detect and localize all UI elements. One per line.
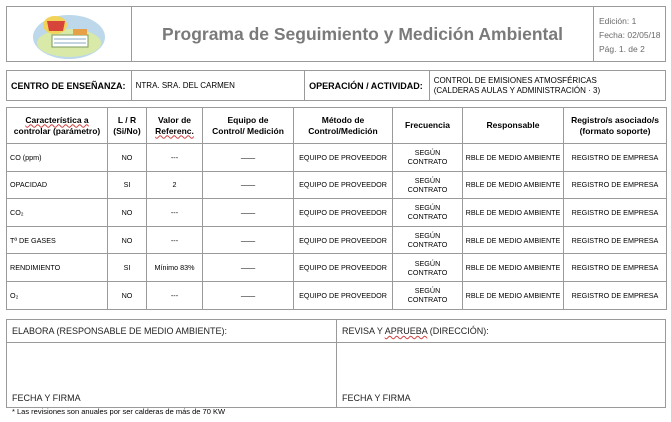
- operation-label: OPERACIÓN / ACTIVIDAD:: [305, 71, 430, 100]
- cell-lr: NO: [108, 281, 147, 309]
- cell-lr: NO: [108, 144, 147, 172]
- cell-method: EQUIPO DE PROVEEDOR: [294, 281, 393, 309]
- table-row: [7, 226, 667, 254]
- cell-frequency-line2: CONTRATO: [407, 184, 448, 194]
- header-records: [564, 108, 667, 144]
- cell-equipment: ——: [203, 226, 294, 254]
- signature-block: [6, 319, 666, 408]
- header-reference-line2: Referenc.: [155, 125, 194, 136]
- cell-reference: Mínimo 83%: [147, 254, 203, 282]
- cell-lr: NO: [108, 226, 147, 254]
- cell-frequency-line1: SEGÚN: [414, 231, 441, 241]
- cell-frequency: [393, 144, 463, 172]
- cell-equipment: ——: [203, 199, 294, 227]
- cell-parameter: OPACIDAD: [7, 171, 108, 199]
- header-frequency: Frecuencia: [393, 108, 463, 144]
- revisa-label-part2: APRUEBA: [384, 326, 428, 336]
- operation-value: [430, 71, 665, 100]
- table-row: [7, 199, 667, 227]
- cell-responsible: RBLE DE MEDIO AMBIENTE: [463, 281, 564, 309]
- cell-records: REGISTRO DE EMPRESA: [564, 254, 667, 282]
- header-equipment: [203, 108, 294, 144]
- cell-reference: 2: [147, 171, 203, 199]
- footnote: * Las revisiones son anuales por ser calderas de más de 70 KW: [12, 407, 226, 416]
- cell-parameter: CO₂: [7, 199, 108, 227]
- table-row: [7, 254, 667, 282]
- cell-method: EQUIPO DE PROVEEDOR: [294, 144, 393, 172]
- cell-frequency-line1: SEGÚN: [414, 148, 441, 158]
- page-label: Pág. 1. de 2: [599, 44, 645, 54]
- date-label: Fecha: 02/05/18: [599, 30, 661, 40]
- cell-frequency-line1: SEGÚN: [414, 175, 441, 185]
- cell-equipment: ——: [203, 144, 294, 172]
- signature-divider-vertical: [336, 320, 337, 407]
- operation-value-line2: (CALDERAS AULAS Y ADMINISTRACIÓN · 3): [433, 85, 601, 95]
- header-parameter-line1: Característica a: [25, 114, 89, 125]
- cell-responsible: RBLE DE MEDIO AMBIENTE: [463, 144, 564, 172]
- document-header: [6, 6, 666, 62]
- operation-value-line1: CONTROL DE EMISIONES ATMOSFÉRICAS: [433, 75, 597, 85]
- table-row: [7, 171, 667, 199]
- cell-records: REGISTRO DE EMPRESA: [564, 144, 667, 172]
- cell-frequency-line1: SEGÚN: [414, 286, 441, 296]
- header-equipment-line2: Control/ Medición: [212, 125, 284, 136]
- center-info-row: [6, 70, 666, 101]
- cell-frequency-line1: SEGÚN: [414, 258, 441, 268]
- cell-frequency: [393, 254, 463, 282]
- cell-reference: ---: [147, 199, 203, 227]
- header-responsible: Responsable: [463, 108, 564, 144]
- cell-frequency-line2: CONTRATO: [407, 240, 448, 250]
- cell-method: EQUIPO DE PROVEEDOR: [294, 254, 393, 282]
- cell-frequency-line2: CONTRATO: [407, 267, 448, 277]
- revisa-label-part1: REVISA Y: [342, 326, 385, 336]
- school-logo-icon: [7, 7, 131, 62]
- cell-frequency-line2: CONTRATO: [407, 212, 448, 222]
- cell-reference: ---: [147, 144, 203, 172]
- cell-records: REGISTRO DE EMPRESA: [564, 226, 667, 254]
- header-method-line2: Control/Medición: [308, 125, 378, 136]
- cell-lr: SI: [108, 171, 147, 199]
- edition-label: Edición: 1: [599, 16, 637, 26]
- cell-parameter: RENDIMIENTO: [7, 254, 108, 282]
- fecha-firma-left: FECHA Y FIRMA: [12, 393, 81, 403]
- revisa-label-part3: (DIRECCIÓN):: [427, 326, 489, 336]
- cell-frequency: [393, 199, 463, 227]
- elabora-label: ELABORA (RESPONSABLE DE MEDIO AMBIENTE):: [12, 326, 228, 336]
- fecha-firma-right: FECHA Y FIRMA: [342, 393, 411, 403]
- header-parameter: [7, 108, 108, 144]
- cell-lr: SI: [108, 254, 147, 282]
- center-label: CENTRO DE ENSEÑANZA:: [7, 71, 132, 100]
- cell-equipment: ——: [203, 281, 294, 309]
- header-records-line1: Registro/s asociado/s: [571, 114, 659, 125]
- document-title: Programa de Seguimiento y Medición Ambiental: [132, 7, 594, 61]
- cell-frequency-line2: CONTRATO: [407, 157, 448, 167]
- table-row: [7, 144, 667, 172]
- header-lr-line2: (Si/No): [113, 125, 141, 136]
- cell-method: EQUIPO DE PROVEEDOR: [294, 171, 393, 199]
- center-value: NTRA. SRA. DEL CARMEN: [132, 71, 305, 100]
- header-reference-line1: Valor de: [157, 114, 192, 125]
- logo-cell: [7, 7, 132, 61]
- cell-parameter: O₂: [7, 281, 108, 309]
- cell-responsible: RBLE DE MEDIO AMBIENTE: [463, 254, 564, 282]
- cell-records: REGISTRO DE EMPRESA: [564, 199, 667, 227]
- header-lr: [108, 108, 147, 144]
- header-lr-line1: L / R: [117, 114, 137, 125]
- cell-frequency: [393, 281, 463, 309]
- cell-records: REGISTRO DE EMPRESA: [564, 171, 667, 199]
- cell-reference: ---: [147, 281, 203, 309]
- header-reference: [147, 108, 203, 144]
- cell-frequency: [393, 171, 463, 199]
- header-parameter-line2: controlar (parámetro): [13, 125, 101, 136]
- cell-equipment: ——: [203, 171, 294, 199]
- cell-parameter: Tª DE GASES: [7, 226, 108, 254]
- document-meta: [594, 7, 667, 61]
- monitoring-table: [6, 107, 667, 310]
- table-header-row: [7, 108, 667, 144]
- cell-frequency-line1: SEGÚN: [414, 203, 441, 213]
- cell-records: REGISTRO DE EMPRESA: [564, 281, 667, 309]
- cell-method: EQUIPO DE PROVEEDOR: [294, 199, 393, 227]
- cell-responsible: RBLE DE MEDIO AMBIENTE: [463, 171, 564, 199]
- revisa-label: [342, 326, 489, 336]
- header-method-line1: Método de: [321, 114, 365, 125]
- cell-frequency: [393, 226, 463, 254]
- header-method: [294, 108, 393, 144]
- cell-reference: ---: [147, 226, 203, 254]
- cell-responsible: RBLE DE MEDIO AMBIENTE: [463, 199, 564, 227]
- table-row: [7, 281, 667, 309]
- header-equipment-line1: Equipo de: [227, 114, 269, 125]
- cell-frequency-line2: CONTRATO: [407, 295, 448, 305]
- cell-method: EQUIPO DE PROVEEDOR: [294, 226, 393, 254]
- header-records-line2: (formato soporte): [579, 125, 651, 136]
- cell-equipment: ——: [203, 254, 294, 282]
- cell-parameter: CO (ppm): [7, 144, 108, 172]
- cell-lr: NO: [108, 199, 147, 227]
- cell-responsible: RBLE DE MEDIO AMBIENTE: [463, 226, 564, 254]
